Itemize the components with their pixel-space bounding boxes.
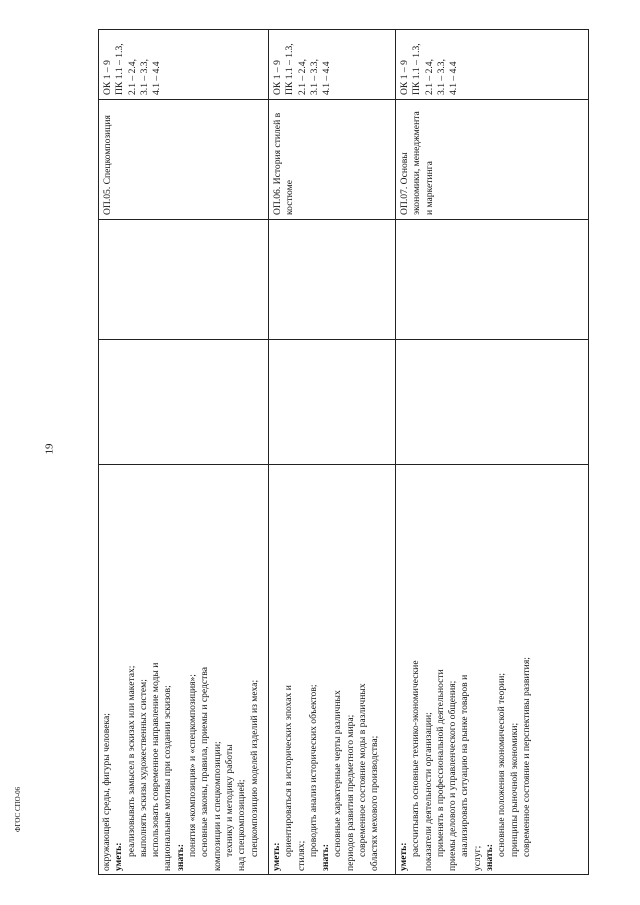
competency-code: ОК 1 – 9 (272, 60, 283, 95)
competency-code: 4.1 – 4.4 (448, 61, 460, 95)
section-heading: знать: (174, 844, 186, 871)
competency-code: 2.1 – 2.4, (423, 59, 435, 95)
skill-line: принципы рыночной экономики; (508, 722, 520, 857)
competency-code: 4.1 – 4.4 (151, 61, 163, 95)
discipline-cell: ОП.05. Спецкомпозиция (99, 100, 269, 220)
skills-cell (99, 465, 269, 875)
section-heading: уметь: (398, 842, 409, 871)
rotated-table-container (98, 30, 588, 875)
competency-code: 3.1 – 3.3, (138, 59, 150, 95)
competency-code: ОК 1 – 9 (102, 60, 113, 95)
skill-line: применять в профессиональной деятельности (434, 669, 446, 857)
skill-line: над спецкомпозицией; (236, 779, 248, 871)
competencies-cell (99, 30, 269, 100)
skill-line: технику и методику работы (223, 744, 235, 857)
empty-cell (396, 340, 589, 465)
section-heading: знать: (320, 844, 332, 871)
skill-line: проводить анализ исторических объектов; (307, 684, 319, 857)
skill-line: понятия «композиция» и «спецкомпозиция»; (187, 674, 199, 857)
section-heading: уметь: (271, 842, 282, 871)
skill-line: современное состояние моды в различных (357, 683, 369, 857)
skill-line: анализировать ситуацию на рынке товаров и (459, 674, 471, 857)
competency-code: ОК 1 – 9 (399, 60, 410, 95)
table-row (269, 30, 396, 875)
skill-line: современное состояние и перспективы развития; (520, 657, 532, 857)
skills-cell (396, 465, 589, 875)
competency-code: ПК 1.1 – 1.3, (114, 43, 126, 95)
skill-line: основные законы, правила, приемы и средства (199, 666, 211, 857)
skill-line: приемы делового и управленческого общения; (447, 680, 459, 871)
skills-cell (269, 465, 396, 875)
skill-line: основные положения экономической теории; (496, 672, 508, 857)
curriculum-table (98, 29, 589, 875)
footer-code: ФГОС СПО-06 (14, 786, 22, 832)
skill-line: основные характерные черты различных (332, 690, 344, 857)
competency-code: 4.1 – 4.4 (321, 61, 333, 95)
section-heading: уметь: (113, 842, 125, 871)
empty-cell (396, 220, 589, 340)
skill-line: национальные мотивы при создании эскизов; (162, 685, 174, 871)
table-row (396, 30, 589, 875)
skill-line: стилях; (295, 840, 307, 871)
skill-line: показатели деятельности организации; (422, 712, 434, 871)
skill-line: ориентироваться в исторических эпохах и (283, 685, 295, 857)
discipline-cell: ОП.07. Основы экономики, менеджмента и маркетинга (396, 100, 589, 220)
skill-line: спецкомпозицию моделей изделий из меха; (248, 679, 260, 857)
empty-cell (99, 340, 269, 465)
skill-line: рассчитывать основные технико-экономические (410, 660, 422, 857)
skill-line: периодов развития предметного мира; (344, 714, 356, 871)
competency-code: ПК 1.1 – 1.3, (411, 43, 423, 95)
skill-line: услуг; (471, 845, 483, 871)
empty-cell (269, 220, 396, 340)
page-number: 19 (43, 443, 56, 455)
empty-cell (99, 220, 269, 340)
skill-line: реализовывать замысел в эскизах или макетах; (125, 665, 137, 857)
skill-line: использовать современное направление моды и (150, 662, 162, 857)
competencies-cell (269, 30, 396, 100)
competency-code: 2.1 – 2.4, (296, 59, 308, 95)
competency-code: 2.1 – 2.4, (126, 59, 138, 95)
skill-line: окружающей среды, фигуры человека; (101, 713, 112, 871)
skill-line: областях мехового производства; (369, 735, 381, 871)
competency-code: ПК 1.1 – 1.3, (284, 43, 296, 95)
competency-code: 3.1 – 3.3, (308, 59, 320, 95)
section-heading: знать: (484, 844, 496, 871)
skill-line: композиции и спецкомпозиции; (211, 741, 223, 871)
discipline-cell: ОП.06. История стилей в костюме (269, 100, 396, 220)
empty-cell (269, 340, 396, 465)
competencies-cell (396, 30, 589, 100)
table-row (99, 30, 269, 875)
competency-code: 3.1 – 3.3, (435, 59, 447, 95)
skill-line: выполнять эскизы художественных систем; (137, 679, 149, 857)
